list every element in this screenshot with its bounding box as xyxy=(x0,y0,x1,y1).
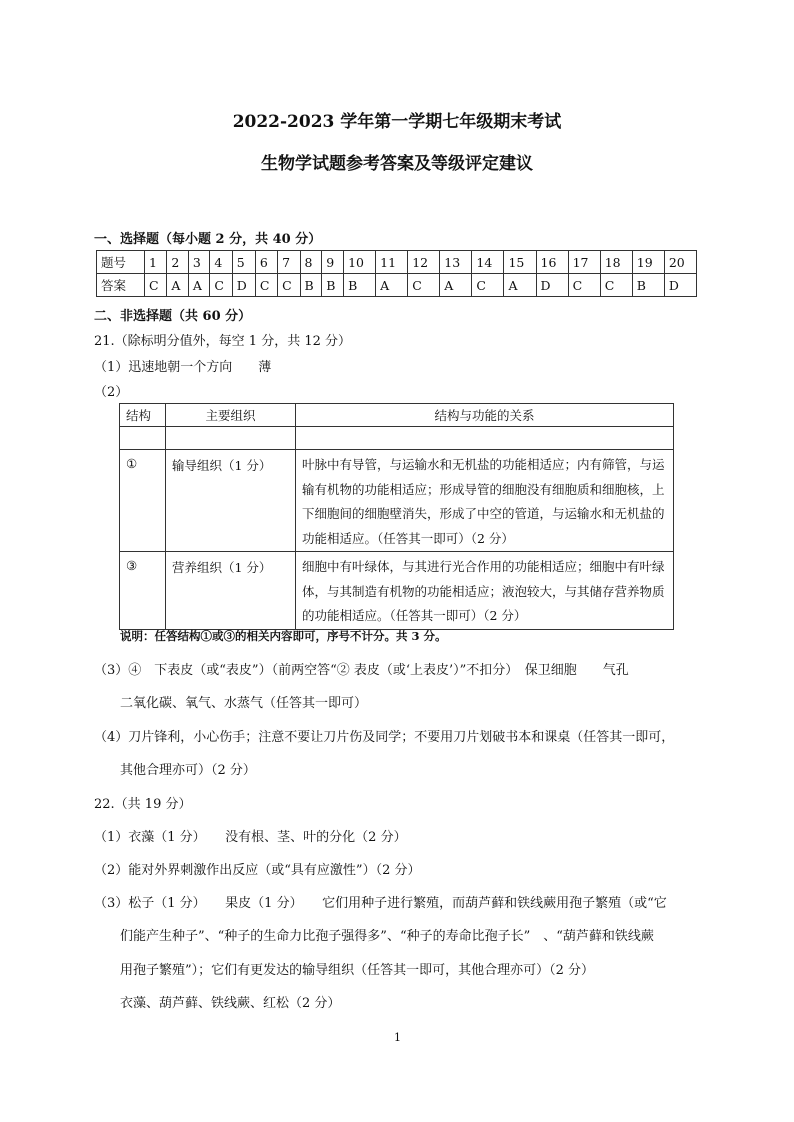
answer-value: A xyxy=(440,274,472,297)
page-number: 1 xyxy=(394,1031,401,1044)
question-number: 7 xyxy=(278,251,300,274)
structure-table-row xyxy=(120,450,674,552)
q21-part2-label: （2） xyxy=(94,385,129,400)
answer-value: B xyxy=(632,274,664,297)
answer-value: C xyxy=(472,274,504,297)
row-label-number: 题号 xyxy=(97,251,145,274)
structure-table-row xyxy=(120,552,674,630)
answer-value: D xyxy=(536,274,568,297)
question-number: 14 xyxy=(472,251,504,274)
scoring-note: 说明：任答结构①或③的相关内容即可，序号不计分。共 3 分。 xyxy=(120,629,447,643)
question-number: 9 xyxy=(322,251,344,274)
answer-value: C xyxy=(210,274,232,297)
answer-value: A xyxy=(188,274,210,297)
row-structure: ③ xyxy=(120,552,166,630)
question-number: 5 xyxy=(232,251,255,274)
answer-table-number-row xyxy=(97,251,697,274)
question-number: 1 xyxy=(145,251,167,274)
answer-value: C xyxy=(568,274,600,297)
q22-part3-line3: 用孢子繁殖”）；它们有更发达的输导组织（任答其一即可，其他合理亦可）（2 分） xyxy=(120,963,595,978)
question-number: 19 xyxy=(632,251,664,274)
structure-table-header xyxy=(120,404,674,427)
col-relation-header: 结构与功能的关系 xyxy=(296,404,674,427)
answer-value: C xyxy=(278,274,300,297)
row-tissue: 输导组织（1 分） xyxy=(166,450,296,552)
answer-value: B xyxy=(344,274,376,297)
section-nonchoice-heading: 二、非选择题（共 60 分） xyxy=(94,309,252,324)
document-title: 2022-2023 学年第一学期七年级期末考试 xyxy=(232,112,562,132)
structure-function-table xyxy=(119,403,674,630)
q22-header: 22.（共 19 分） xyxy=(94,797,192,812)
question-number: 2 xyxy=(167,251,189,274)
question-number: 4 xyxy=(210,251,232,274)
answer-value: C xyxy=(600,274,632,297)
row-label-answer: 答案 xyxy=(97,274,145,297)
question-number: 18 xyxy=(600,251,632,274)
question-number: 16 xyxy=(536,251,568,274)
q22-part3-line2: 们能产生种子”、“种子的生命力比孢子强得多”、“种子的寿命比孢子长” 、“葫芦藓和铁线蕨 xyxy=(120,929,654,944)
q21-part3-line1: （3）④ 下表皮（或“表皮”）（前两空答“② 表皮（或‘上表皮’）”不扣分） 保卫细胞 气孔 xyxy=(94,663,629,678)
question-number: 12 xyxy=(408,251,440,274)
q22-part1: （1）衣藻（1 分） 没有根、茎、叶的分化（2 分） xyxy=(94,830,407,845)
question-number: 15 xyxy=(504,251,536,274)
answer-value: D xyxy=(232,274,255,297)
document-subtitle: 生物学试题参考答案及等级评定建议 xyxy=(261,154,533,174)
row-structure: ① xyxy=(120,450,166,552)
question-number: 11 xyxy=(376,251,408,274)
answer-table xyxy=(96,250,697,297)
answer-value: B xyxy=(322,274,344,297)
q22-part3-line1: （3）松子（1 分） 果皮（1 分） 它们用种子进行繁殖，而葫芦藓和铁线蕨用孢子繁殖（或“它 xyxy=(94,896,667,911)
answer-value: D xyxy=(664,274,696,297)
answer-value: C xyxy=(145,274,167,297)
row-tissue: 营养组织（1 分） xyxy=(166,552,296,630)
question-number: 3 xyxy=(188,251,210,274)
q21-part3-line2: 二氧化碳、氧气、水蒸气（任答其一即可） xyxy=(120,696,368,711)
answer-value: C xyxy=(255,274,277,297)
q22-part3-line4: 衣藻、葫芦藓、铁线蕨、红松（2 分） xyxy=(120,996,341,1011)
question-number: 13 xyxy=(440,251,472,274)
q21-part1: （1）迅速地朝一个方向 薄 xyxy=(94,360,272,375)
col-structure-header: 结构 xyxy=(120,404,166,427)
question-number: 10 xyxy=(344,251,376,274)
answer-value: A xyxy=(376,274,408,297)
structure-table-empty-row xyxy=(120,427,674,450)
question-number: 8 xyxy=(300,251,322,274)
q21-part4-line2: 其他合理亦可）（2 分） xyxy=(120,763,256,778)
answer-value: A xyxy=(167,274,189,297)
question-number: 17 xyxy=(568,251,600,274)
col-tissue-header: 主要组织 xyxy=(166,404,296,427)
row-relation: 叶脉中有导管，与运输水和无机盐的功能相适应；内有筛管，与运输有机物的功能相适应；形成导管的细胞没有细胞质和细胞核，上下细胞间的细胞壁消失，形成了中空的管道，与运输水和无机盐的功能相适应。（任答其一即可）（2 分） xyxy=(296,450,674,552)
q21-header: 21.（除标明分值外，每空 1 分，共 12 分） xyxy=(94,334,352,349)
row-relation: 细胞中有叶绿体，与其进行光合作用的功能相适应；细胞中有叶绿体，与其制造有机物的功能相适应；液泡较大，与其储存营养物质的功能相适应。（任答其一即可）（2 分） xyxy=(296,552,674,630)
question-number: 20 xyxy=(664,251,696,274)
section-choice-heading: 一、选择题（每小题 2 分，共 40 分） xyxy=(94,232,322,247)
q22-part2: （2）能对外界刺激作出反应（或“具有应激性”）（2 分） xyxy=(94,863,421,878)
question-number: 6 xyxy=(255,251,277,274)
answer-value: C xyxy=(408,274,440,297)
q21-part4-line1: （4）刀片锋利，小心伤手；注意不要让刀片伤及同学；不要用刀片划破书本和课桌（任答其一即可， xyxy=(94,730,675,745)
answer-value: A xyxy=(504,274,536,297)
answer-value: B xyxy=(300,274,322,297)
answer-table-answer-row xyxy=(97,274,697,297)
